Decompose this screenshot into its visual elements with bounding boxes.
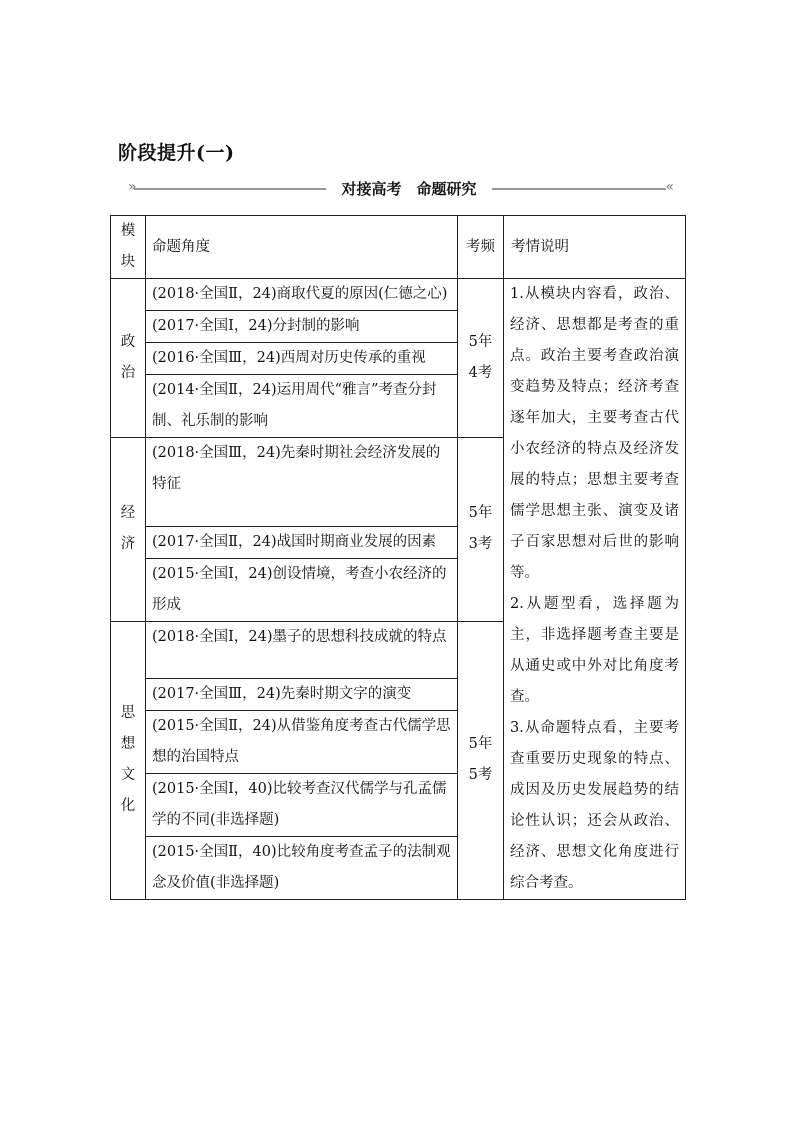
angle-cell: (2016·全国Ⅲ，24)西周对历史传承的重视 — [146, 343, 458, 375]
angle-cell: (2017·全国Ⅲ，24)先秦时期文字的演变 — [146, 679, 458, 711]
header-note: 考情说明 — [504, 216, 686, 279]
module-cell-politics: 政治 — [111, 279, 146, 438]
frequency-cell-economy: 5年3考 — [458, 438, 504, 622]
double-chevron-left-icon: « — [665, 179, 674, 195]
table-row — [111, 279, 686, 311]
angle-cell: (2014·全国Ⅱ，24)运用周代“雅言”考查分封制、礼乐制的影响 — [146, 375, 458, 438]
frequency-cell-politics: 5年4考 — [458, 279, 504, 438]
banner-divider-left — [134, 188, 326, 190]
exam-note-cell: 1.从模块内容看，政治、经济、思想都是考查的重点。政治主要考查政治演变趋势及特点；经济考查逐年加大，主要考查古代小农经济的特点及经济发展的特点；思想主要考查儒学思想主张、演变及诸子百家思想对后世的影响等。 2.从题型看，选择题为主，非选择题考查主要是从通史或中外对比角度考查。 3.从命题特点看，主要考查重要历史现象的特点、成因及历史发展趋势的结论性认识；还会从政治、经济、思想文化角度进行综合考查。 — [504, 279, 686, 900]
angle-cell: (2018·全国Ⅰ，24)墨子的思想科技成就的特点 — [146, 621, 458, 679]
header-module: 模块 — [111, 216, 146, 279]
banner-divider-right — [492, 188, 666, 190]
angle-cell: (2015·全国Ⅰ，40)比较考查汉代儒学与孔孟儒学的不同(非选择题) — [146, 774, 458, 837]
angle-cell: (2018·全国Ⅲ，24)先秦时期社会经济发展的特征 — [146, 438, 458, 527]
exam-analysis-table — [110, 215, 686, 900]
angle-cell: (2015·全国Ⅱ，24)从借鉴角度考查古代儒学思想的治国特点 — [146, 711, 458, 774]
module-cell-economy: 经济 — [111, 438, 146, 622]
double-chevron-right-icon: » — [128, 179, 137, 195]
frequency-cell-thought-culture: 5年5考 — [458, 621, 504, 900]
angle-cell: (2017·全国Ⅰ，24)分封制的影响 — [146, 311, 458, 343]
header-frequency: 考频 — [458, 216, 504, 279]
angle-cell: (2018·全国Ⅱ，24)商取代夏的原因(仁德之心) — [146, 279, 458, 311]
angle-cell: (2015·全国Ⅱ，40)比较角度考查孟子的法制观念及价值(非选择题) — [146, 837, 458, 900]
header-angle: 命题角度 — [146, 216, 458, 279]
section-banner — [122, 178, 680, 200]
table-header-row — [111, 216, 686, 279]
angle-cell: (2017·全国Ⅱ，24)战国时期商业发展的因素 — [146, 526, 458, 558]
page-title: 阶段提升(一) — [118, 142, 235, 164]
angle-cell: (2015·全国Ⅰ，24)创设情境，考查小农经济的形成 — [146, 558, 458, 621]
module-cell-thought-culture: 思想文化 — [111, 621, 146, 900]
banner-label: 对接高考 命题研究 — [341, 180, 477, 198]
